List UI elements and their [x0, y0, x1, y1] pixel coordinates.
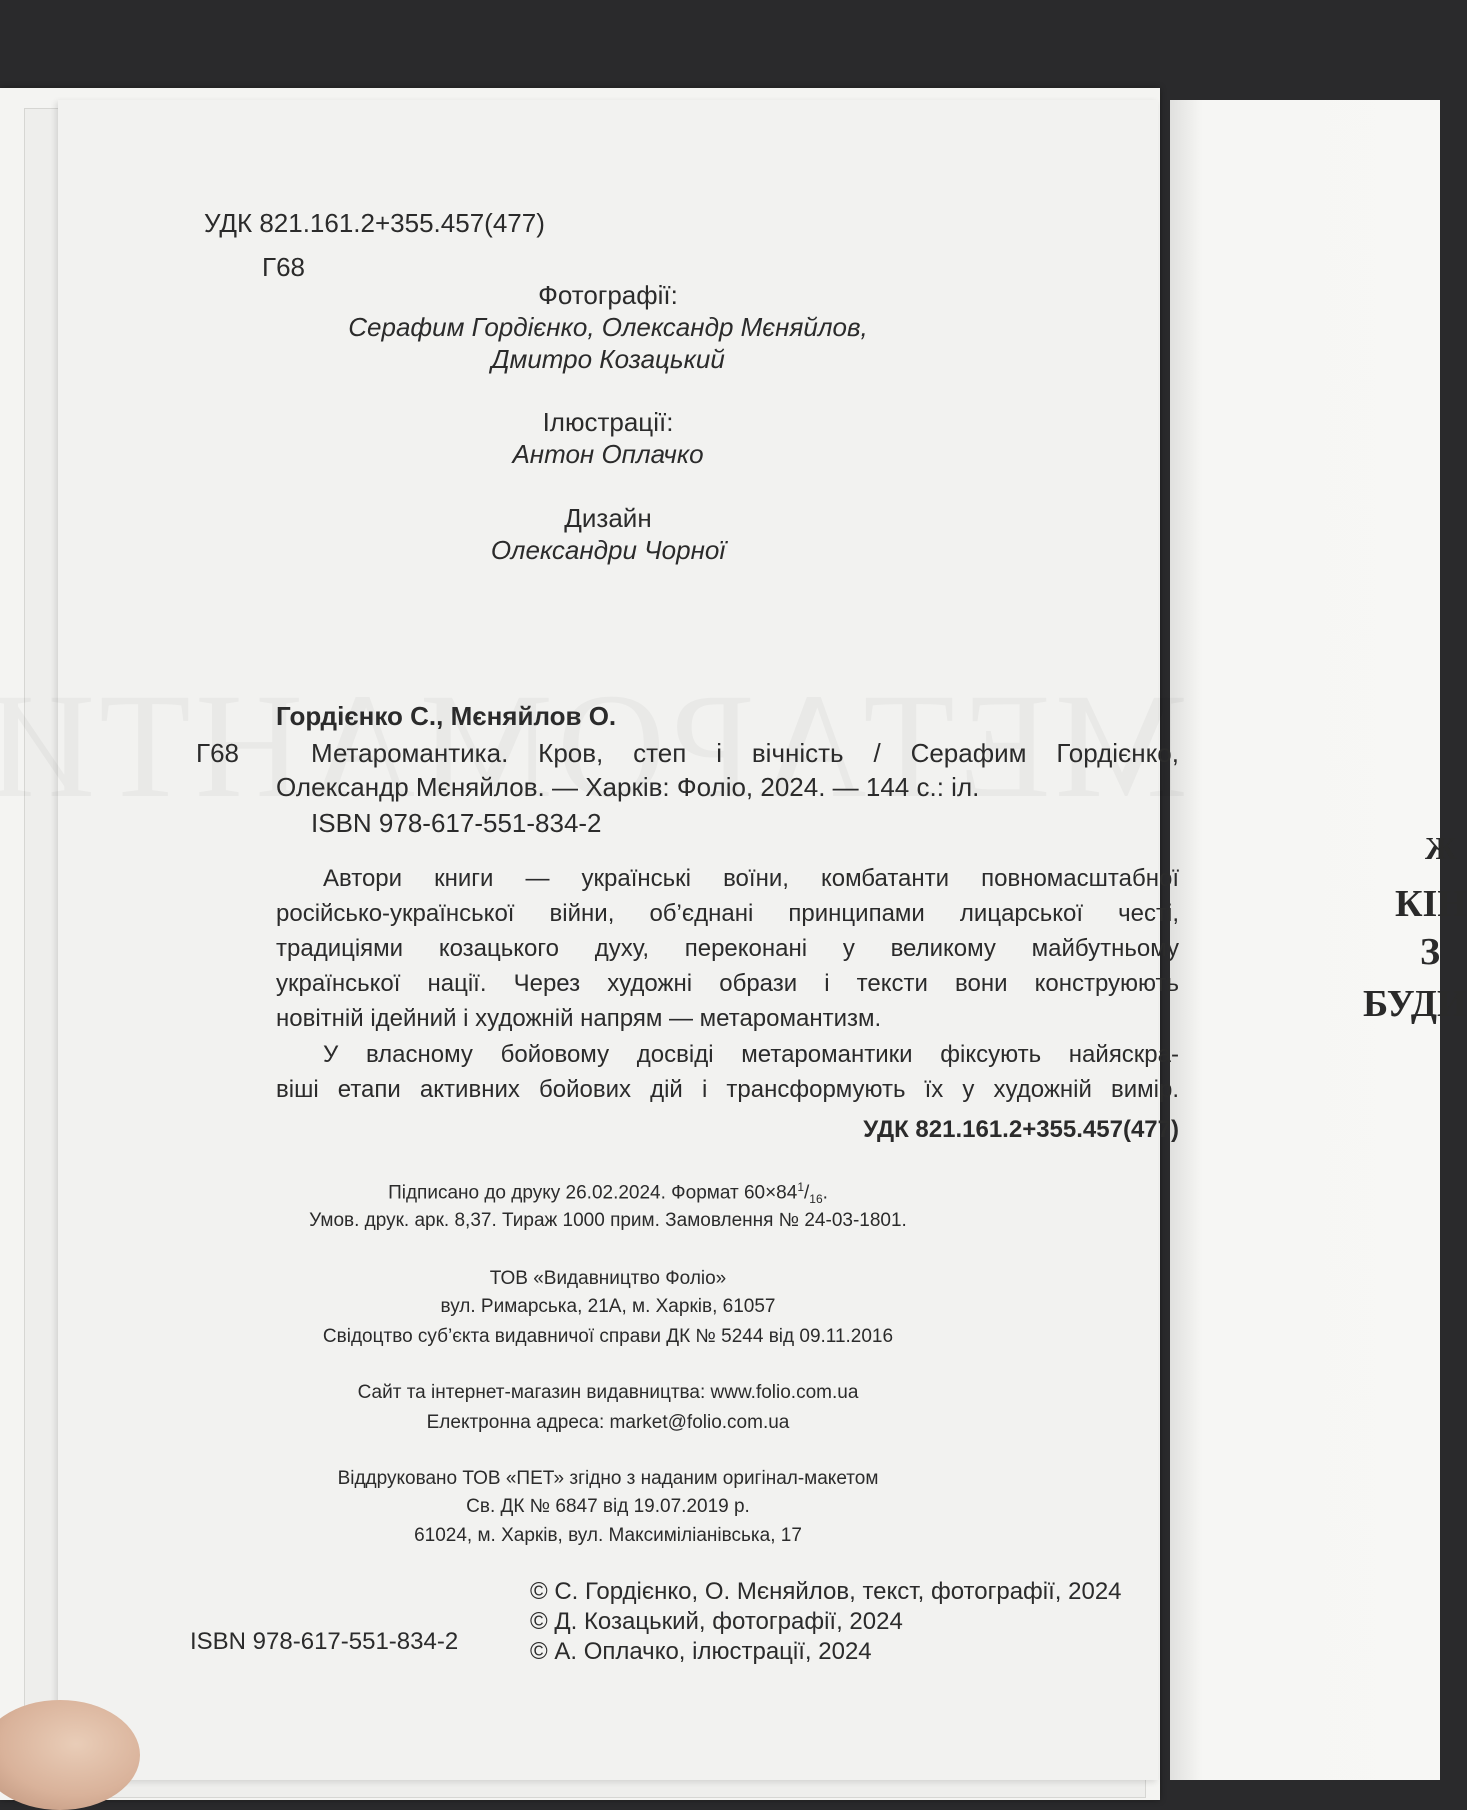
record-title-line: Метаромантика. Кров, степ і вічність / Серафим Гордієнко,	[311, 738, 1179, 768]
printer-line: Св. ДК № 6847 від 19.07.2019 р.	[466, 1496, 750, 1517]
illustrator-name: Антон Оплачко	[512, 439, 704, 469]
illustrations-label: Ілюстрації:	[542, 407, 674, 437]
publisher-name: ТОВ «Видавництво Фоліо»	[489, 1268, 727, 1289]
record-authors: Гордієнко С., Мєняйлов О.	[276, 701, 617, 731]
annotation-line: У власному бойовому досвіді метаромантики фіксують найяскра-	[323, 1041, 1179, 1068]
right-page-fragment: БУДИ	[1363, 983, 1467, 1025]
right-page-fragment: КІН	[1395, 883, 1467, 925]
annotation-line: російсько-української війни, об’єднані принципами лицарської честі,	[276, 900, 1179, 927]
udk-code-bottom: УДК 821.161.2+355.457(477)	[863, 1116, 1179, 1143]
annotation-line: традиціями козацького духу, переконані у великому майбутньому	[276, 935, 1179, 962]
publisher-address: вул. Римарська, 21А, м. Харків, 61057	[440, 1296, 776, 1317]
photo-label: Фотографії:	[538, 280, 678, 310]
annotation-line: віші етапи активних бойових дій і трансформують їх у художній вимір.	[276, 1076, 1179, 1103]
annotation-line: української нації. Через художні образи і тексти вони конструюють	[276, 970, 1179, 997]
photo-names: Дмитро Козацький	[491, 344, 725, 374]
printer-line: 61024, м. Харків, вул. Максиміліанівська, 17	[414, 1525, 802, 1546]
copyright-line: © Д. Козацький, фотографії, 2024	[530, 1608, 903, 1635]
annotation-line: Автори книги — українські воїни, комбатанти повномасштабної	[323, 865, 1179, 892]
publisher-website: Сайт та інтернет-магазин видавництва: www.folio.com.ua	[357, 1382, 859, 1403]
photo-names: Серафим Гордієнко, Олександр Мєняйлов,	[348, 312, 868, 342]
publisher-email: Електронна адреса: market@folio.com.ua	[426, 1412, 790, 1433]
record-title-line: Олександр Мєняйлов. — Харків: Фоліо, 2024. — 144 с.: іл.	[276, 772, 980, 802]
signed-to-print: Підписано до друку 26.02.2024. Формат $60\times 84^1/_{16}$.	[388, 1180, 828, 1207]
record-isbn: ISBN 978-617-551-834-2	[311, 808, 602, 838]
publisher-certificate: Свідоцтво суб’єкта видавничої справи ДК № 5244 від 09.11.2016	[322, 1326, 894, 1347]
designer-name: Олександри Чорної	[490, 535, 726, 565]
right-page-fragment: Ж	[1425, 830, 1457, 866]
design-label: Дизайн	[564, 503, 652, 533]
copyright-line: © А. Оплачко, ілюстрації, 2024	[530, 1638, 872, 1665]
copyright-line: © С. Гордієнко, О. Мєняйлов, текст, фотографії, 2024	[530, 1578, 1122, 1605]
record-code: Г68	[196, 738, 239, 768]
print-conditions: Умов. друк. арк. 8,37. Тираж 1000 прим. Замовлення № 24-03-1801.	[309, 1210, 907, 1231]
right-page-fragment: З	[1420, 931, 1441, 973]
classification-code-top: Г68	[262, 252, 305, 282]
udk-code-top: УДК 821.161.2+355.457(477)	[204, 208, 545, 238]
annotation-line: новітній ідейний і художній напрям — метаромантизм.	[276, 1005, 882, 1032]
imprint-page	[58, 100, 1179, 1780]
isbn-bottom: ISBN 978-617-551-834-2	[190, 1628, 459, 1655]
printer-line: Віддруковано ТОВ «ПЕТ» згідно з наданим оригінал-макетом	[337, 1468, 879, 1489]
right-page	[1170, 100, 1467, 1780]
